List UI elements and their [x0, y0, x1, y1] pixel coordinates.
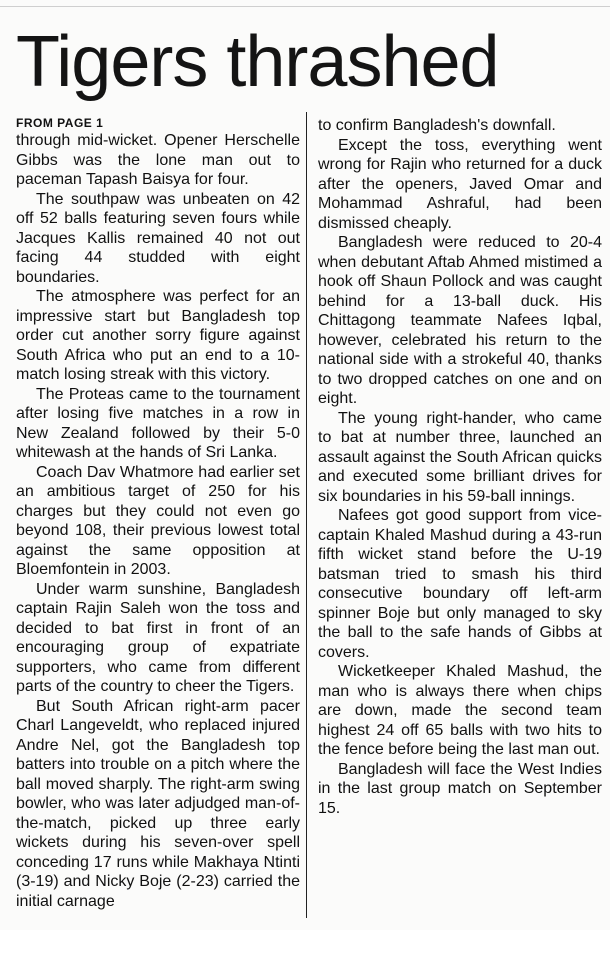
paragraph: Wicketkeeper Khaled Mashud, the man who is always there when chips are down, made the second team highest 24 off 65 balls with two hits to the fence before being the last man out.	[318, 663, 602, 758]
paragraph-continuation: to confirm Bangladesh's downfall.	[318, 117, 556, 134]
paragraph: Under warm sunshine, Bangladesh captain Rajin Saleh won the toss and decided to bat first in front of an encouraging group of expatriate supporters, who came from different parts of the country to cheer the Tigers.	[16, 580, 300, 695]
paragraph-continuation: through mid-wicket. Opener Herschelle Gibbs was the lone man out to paceman Tapash Baisya for four.	[16, 132, 300, 188]
paragraph: The atmosphere was perfect for an impressive start but Bangladesh top order cut another sorry figure against South Africa who put an end to a 10-match losing streak with this victory.	[16, 288, 300, 383]
top-rule	[0, 6, 610, 7]
paragraph: The young right-hander, who came to bat at number three, launched an assault against the South African quicks and executed some brilliant drives for six boundaries in his 59-ball innings.	[318, 409, 602, 505]
kicker-from-page-1: FROM PAGE 1	[16, 116, 104, 130]
paragraph: Bangladesh will face the West Indies in the last group match on September 15.	[318, 760, 602, 817]
paragraph: The southpaw was unbeaten on 42 off 52 balls featuring seven fours while Jacques Kallis remained 40 not out facing 44 studded with eight boundaries.	[16, 190, 300, 286]
column-divider	[306, 112, 307, 918]
headline: Tigers thrashed	[16, 22, 499, 102]
right-column	[318, 116, 602, 818]
paragraph: Nafees got good support from vice-captain Khaled Mashud during a 43-run fifth wicket stand before the U-19 batsman tried to smash his third consecutive boundary off left-arm spinner Boje but only managed to sky the ball to the safe hands of Gibbs at covers.	[318, 507, 602, 661]
paragraph: Coach Dav Whatmore had earlier set an ambitious target of 250 for his charges but they could not even go beyond 108, their previous lowest total against the same opposition at Bloemfontein in 2003.	[16, 463, 300, 578]
paragraph: Bangladesh were reduced to 20-4 when debutant Aftab Ahmed mistimed a hook off Shaun Pollock and was caught behind for a 13-ball duck. His Chittagong teammate Nafees Iqbal, however, celebrated his return to the national side with a strokeful 40, thanks to two dropped catches on one and on eight.	[318, 234, 602, 407]
left-column	[16, 116, 300, 911]
paragraph: Except the toss, everything went wrong for Rajin who returned for a duck after the openers, Javed Omar and Mohammad Ashraful, had been dismissed cheaply.	[318, 136, 602, 232]
paragraph: The Proteas came to the tournament after losing five matches in a row in New Zealand followed by their 5-0 whitewash at the hands of Sri Lanka.	[16, 385, 300, 461]
page-bottom-margin	[0, 930, 610, 953]
paragraph: But South African right-arm pacer Charl Langeveldt, who replaced injured Andre Nel, got the Bangladesh top batters into trouble on a pitch where the ball moved sharply. The right-arm swing bowler, who was later adjudged man-of-the-match, picked up three early wickets during his seven-over spell conceding 17 runs while Makhaya Ntinti (3-19) and Nicky Boje (2-23) carried the initial carnage	[16, 697, 300, 910]
